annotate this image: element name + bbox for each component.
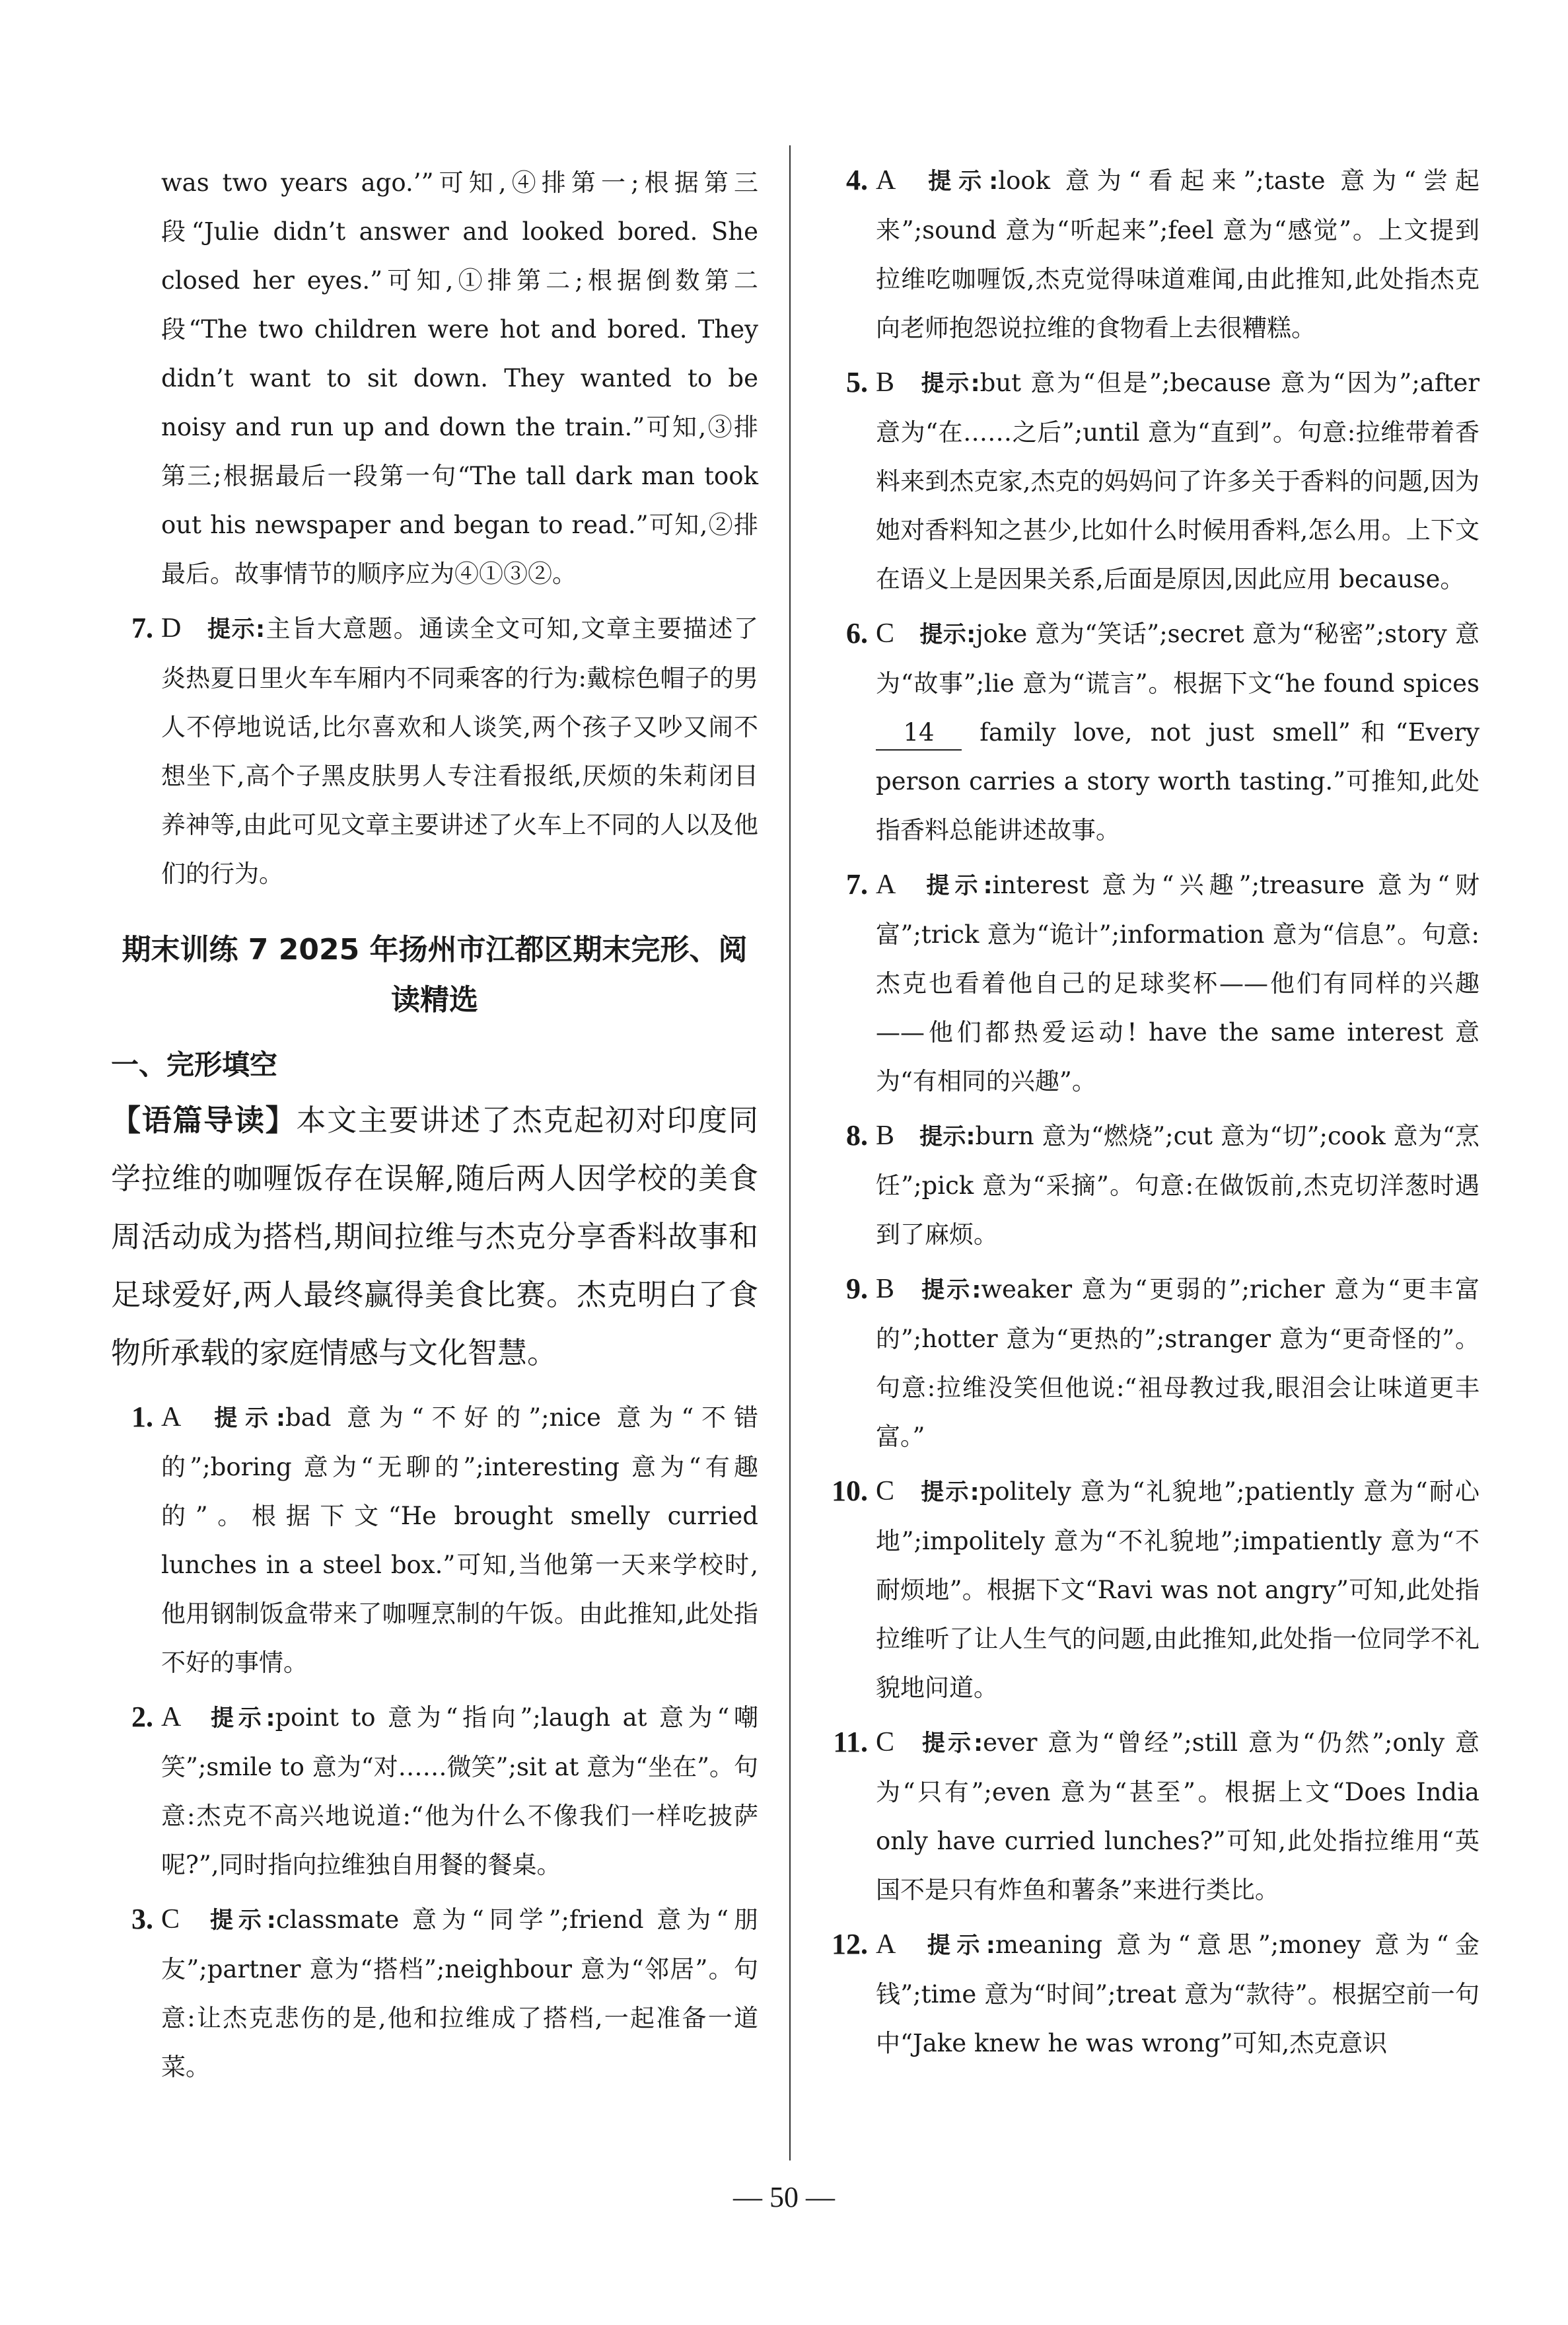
item-explanation-a: joke 意为“笑话”;secret 意为“秘密”;story 意为“故事”;lie 意为“谎言”。根据下文“he found spices [876,620,1479,698]
item-number: 7. [846,868,868,901]
answer-item-7 [826,860,1479,1106]
item-explanation: point to 意为“指向”;laugh at 意为“嘲笑”;smile to 意为“对……微笑”;sit at 意为“坐在”。句意:杰克不高兴地说道:“他为什么不像我们一样吃披萨呢?”,同时指向拉维独自用餐的餐桌。 [161,1703,759,1879]
hint-label: 提示: [919,622,976,648]
item-explanation: burn 意为“燃烧”;cut 意为“切”;cook 意为“烹饪”;pick 意为“采摘”。句意:在做饭前,杰克切洋葱时遇到了麻烦。 [876,1122,1479,1249]
answer-item-4 [826,156,1479,353]
item-answer: B [876,1274,895,1304]
item-answer: C [876,618,895,649]
item-number: 8. [846,1119,868,1152]
hint-label: 提示: [206,616,266,643]
answer-item-6 [826,609,1479,855]
column-divider [789,145,791,2160]
item-number: 4. [846,164,868,196]
answer-item-5 [826,358,1479,604]
answer-item-11 [826,1718,1479,1915]
hint-label: 提示: [919,1730,983,1757]
answer-item-2 [111,1693,758,1890]
item-answer: C [876,1727,895,1757]
item-explanation: classmate 意为“同学”;friend 意为“朋友”;partner 意为“搭档”;neighbour 意为“邻居”。句意:让杰克悲伤的是,他和拉维成了搭档,一起准备一道菜。 [161,1905,758,2081]
answer-item-8 [826,1111,1479,1259]
item-number: 1. [131,1401,153,1433]
hint-label: 提示: [921,1933,995,1959]
item-number: 3. [131,1903,153,1935]
hint-label: 提示: [919,1277,981,1304]
item-number: 10. [832,1475,868,1507]
answer-item-3 [111,1895,758,2092]
section-title: 期末训练 7 2025 年扬州市江都区期末完形、阅读精选 [122,933,748,1017]
item-explanation: 主旨大意题。通读全文可知,文章主要描述了炎热夏日里火车车厢内不同乘客的行为:戴棕色帽子的男人不停地说话,比尔喜欢和人谈笑,两个孩子又吵又闹不想坐下,高个子黑皮肤男人专注看报纸,厌烦的朱莉闭目养神等,由此可见文章主要讲述了火车上不同的人以及他们的行为。 [161,614,758,888]
answer-item-7-left [111,604,758,899]
item-number: 11. [833,1726,868,1758]
blank-number: 14 [876,716,962,751]
item-answer: A [876,1929,896,1960]
answer-item-10 [826,1467,1479,1713]
hint-label: 提示: [921,873,993,899]
item-explanation: ever 意为“曾经”;still 意为“仍然”;only 意为“只有”;even 意为“甚至”。根据上文“Does India only have curried lunches?”可知,此处指拉维用“英国不是只有炸鱼和薯条”来进行类比。 [876,1728,1479,1904]
left-column [111,159,758,2097]
answer-item-9 [826,1265,1479,1461]
hint-label: 提示: [206,1705,275,1732]
hint-label: 提示: [206,1405,285,1432]
item-explanation: politely 意为“礼貌地”;patiently 意为“耐心地”;impolitely 意为“不礼貌地”;impatiently 意为“不耐烦地”。根据下文“Ravi was not angry”可知,此处指拉维听了让人生气的问题,由此推知,此处指一位同学不礼貌地问道。 [876,1477,1479,1702]
answer-item-1 [111,1393,758,1687]
item-explanation-b: family love, not just smell”和“Every person carries a story worth tasting.”可推知,此处指香料总能讲述故事。 [876,718,1479,844]
item-explanation: bad 意为“不好的”;nice 意为“不错的”;boring 意为“无聊的”;interesting 意为“有趣的”。根据下文“He brought smelly curried lunches in a steel box.”可知,当他第一天来学校时,他用钢制饭盒带来了咖喱烹制的午饭。由此推知,此处指不好的事情。 [161,1403,758,1677]
item-answer: A [161,1702,182,1732]
right-column [826,156,1479,2073]
item-number: 6. [846,617,868,649]
hint-label: 提示: [205,1907,276,1934]
hint-label: 提示: [921,168,999,195]
item-explanation: but 意为“但是”;because 意为“因为”;after 意为“在……之后”;until 意为“直到”。句意:拉维带着香料来到杰克家,杰克的妈妈问了许多关于香料的问题,因为她对香料知之甚少,比如什么时候用香料,怎么用。上下文在语义上是因果关系,后面是原因,因此应用 because。 [876,369,1479,593]
answer-item-12 [826,1920,1479,2068]
item-explanation: meaning 意为“意思”;money 意为“金钱”;time 意为“时间”;treat 意为“款待”。根据空前一句中“Jake knew he was wrong”可知,杰克意识 [876,1931,1479,2057]
passage-intro [111,1091,758,1382]
item-number: 12. [832,1928,868,1960]
item-explanation: look 意为“看起来”;taste 意为“尝起来”;sound 意为“听起来”;feel 意为“感觉”。上文提到拉维吃咖喱饭,杰克觉得味道难闻,由此推知,此处指杰克向老师抱怨说拉维的食物看上去很糟糕。 [876,166,1479,342]
item-answer: A [161,1402,182,1432]
item-number: 5. [846,366,868,398]
item-answer: B [876,1121,895,1151]
item-answer: A [876,869,896,900]
intro-lead: 【语篇导读】 [111,1103,297,1138]
hint-label: 提示: [919,1124,976,1150]
item-answer: C [876,1476,895,1506]
item-answer: A [876,165,896,196]
item-number: 2. [131,1701,153,1733]
item-number: 9. [846,1273,868,1305]
item-explanation: interest 意为“兴趣”;treasure 意为“财富”;trick 意为“诡计”;information 意为“信息”。句意:杰克也看着他自己的足球奖杯——他们有同样的兴趣——他们都热爱运动! have the same interest 意为“有相同的兴趣”。 [876,871,1480,1095]
hint-label: 提示: [919,1479,980,1506]
sub-title: 一、完形填空 [111,1049,278,1081]
item-answer: B [876,367,895,398]
intro-text: 本文主要讲述了杰克起初对印度同学拉维的咖喱饭存在误解,随后两人因学校的美食周活动成为搭档,期间拉维与杰克分享香料故事和足球爱好,两人最终赢得美食比赛。杰克明白了食物所承载的家庭情感与文化智慧。 [111,1103,758,1370]
continued-explanation: was two years ago.’”可知,④排第一;根据第三段“Julie didn’t answer and looked bored. She closed her eyes.”可知,①排第二;根据倒数第二段“The two children were hot and bored. They didn’t want to sit down. They wanted to be noisy and run up and down the train.”可知,③排第三;根据最后一段第一句“The tall dark man took out his newspaper and began to read.”可知,②排最后。故事情节的顺序应为④①③②。 [161,168,758,588]
item-explanation: weaker 意为“更弱的”;richer 意为“更丰富的”;hotter 意为“更热的”;stranger 意为“更奇怪的”。句意:拉维没笑但他说:“祖母教过我,眼泪会让味道更丰富。” [876,1275,1479,1451]
hint-label: 提示: [919,371,980,397]
item-answer: D [161,613,182,644]
item-number: 7. [131,612,153,644]
item-answer: C [161,1904,180,1935]
page-number: — 50 — [733,2181,835,2213]
